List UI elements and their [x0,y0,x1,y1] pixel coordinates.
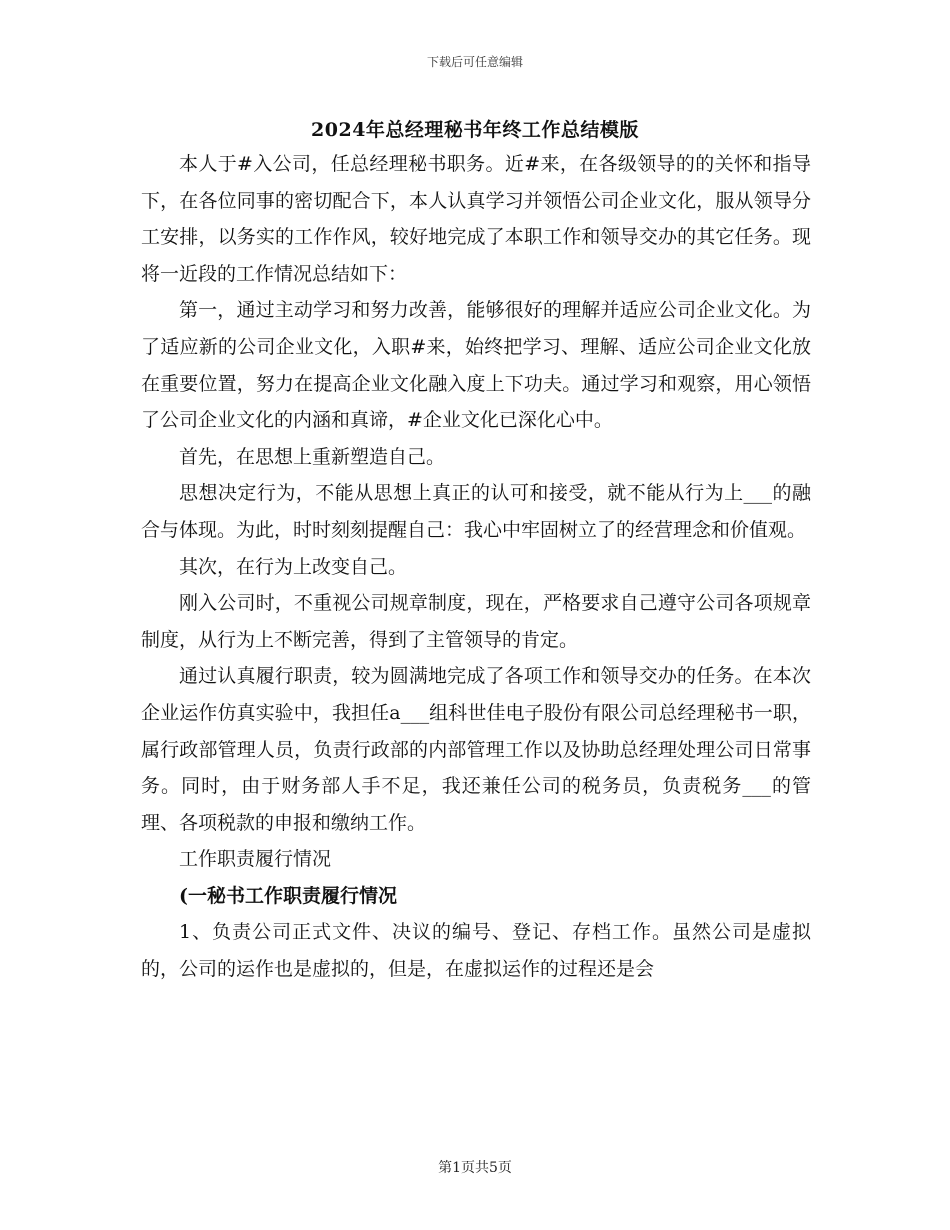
section-heading: 工作职责履行情况 [179,848,332,871]
header-note: 下载后可任意编辑 [426,55,523,69]
paragraph-behavior: 其次，在行为上改变自己。 [179,555,408,578]
paragraph-item-1: 1、负责公司正式文件、决议的编号、登记、存档工作。虽然公司是虚拟的，公司的运作也是虚拟的，但是，在虚拟运作的过程还是会 [141,921,811,981]
document-title: 2024年总经理秘书年终工作总结模版 [311,119,639,141]
paragraph-thought-detail: 思想决定行为，不能从思想上真正的认可和接受，就不能从行为上___的融合与体现。为此，时时刻刻提醒自己：我心中牢固树立了的经营理念和价值观。 [141,482,811,541]
page-number: 第1页共5页 [438,1160,512,1176]
paragraph-first-point: 第一，通过主动学习和努力改善，能够很好的理解并适应公司企业文化。为了适应新的公司企业文化，入职#来，始终把学习、理解、适应公司企业文化放在重要位置，努力在提高企业文化融入度上下功夫。通过学习和观察，用心领悟了公司企业文化的内涵和真谛，#企业文化已深化心中。 [141,299,811,432]
paragraph-behavior-detail: 刚入公司时，不重视公司规章制度，现在，严格要求自己遵守公司各项规章制度，从行为上不断完善，得到了主管领导的肯定。 [141,592,811,651]
paragraph-duties: 通过认真履行职责，较为圆满地完成了各项工作和领导交办的任务。在本次企业运作仿真实验中，我担任a___组科世佳电子股份有限公司总经理秘书一职，属行政部管理人员，负责行政部的内部管理工作以及协助总经理处理公司日常事务。同时，由于财务部人手不足，我还兼任公司的税务员，负责税务___的管理、各项税款的申报和缴纳工作。 [141,665,811,834]
paragraph-thought: 首先，在思想上重新塑造自己。 [179,445,446,468]
paragraph-intro: 本人于#入公司，任总经理秘书职务。近#来，在各级领导的的关怀和指导下，在各位同事的密切配合下，本人认真学习并领悟公司企业文化，服从领导分工安排，以务实的工作作风，较好地完成了本职工作和领导交办的其它任务。现将一近段的工作情况总结如下： [141,153,811,285]
document-body [141,146,811,988]
subsection-heading: (一秘书工作职责履行情况 [179,884,397,907]
